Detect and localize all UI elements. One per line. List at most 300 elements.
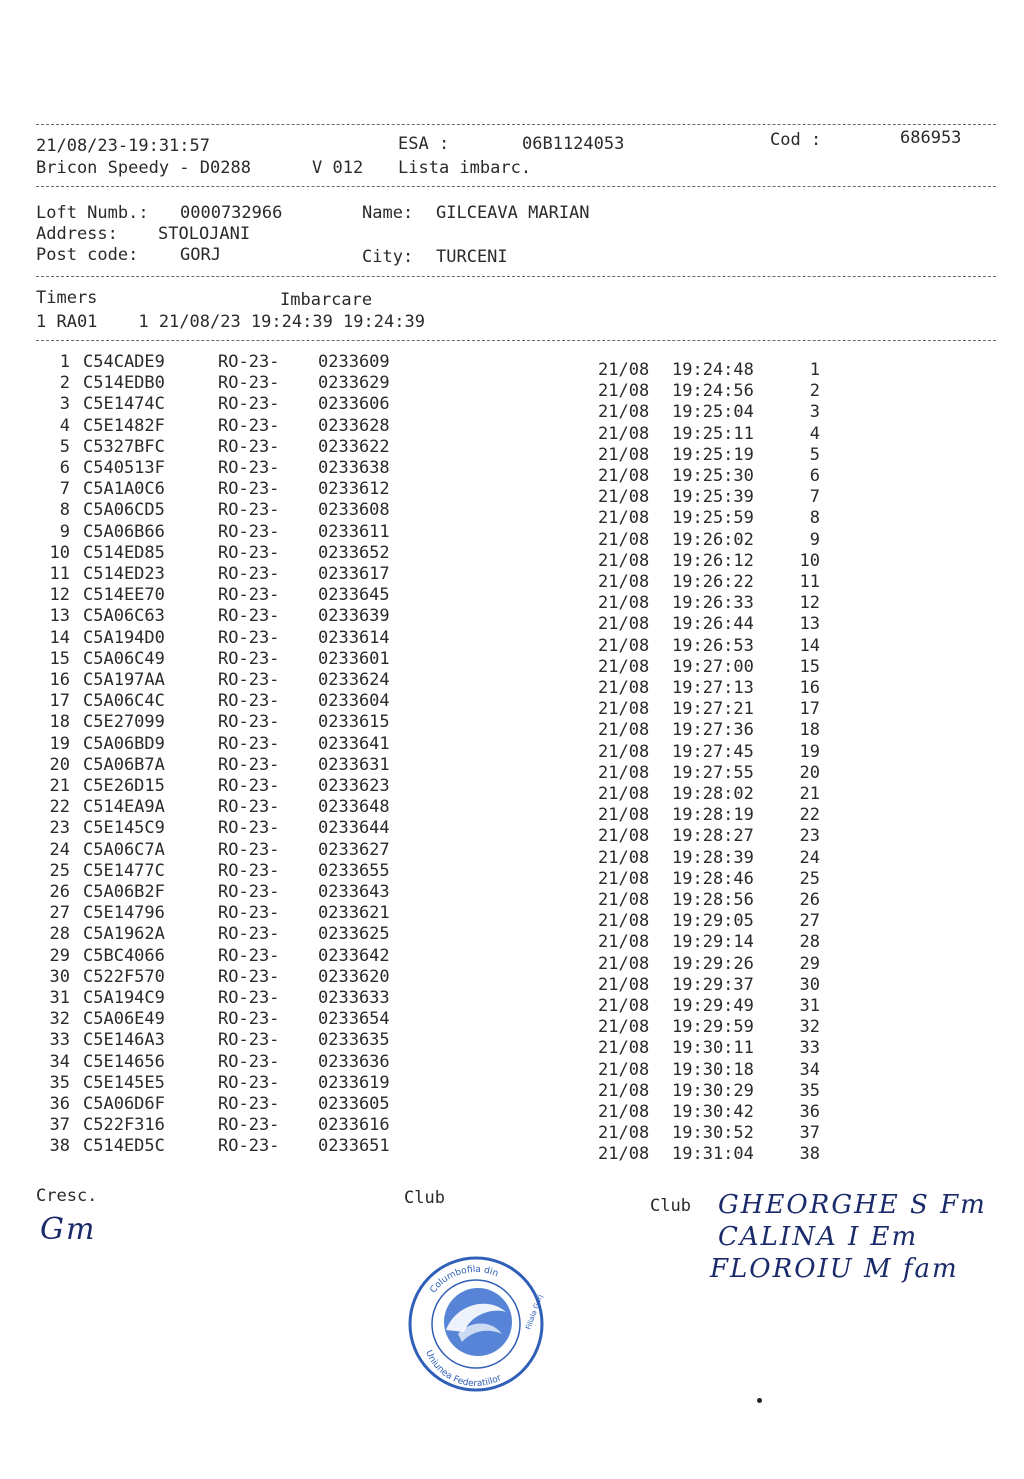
cresc-signature: Gm [40,1212,97,1247]
table-row [0,840,1024,868]
chip-id: C5A06C4C [83,691,165,711]
table-row [0,352,1024,380]
arrival-date: 21/08 [598,954,650,974]
arrival-date: 21/08 [598,530,650,550]
arrival-date: 21/08 [598,466,650,486]
ink-dot [757,1398,762,1403]
ring-prefix: RO-23- [218,1052,280,1072]
imbarcare-label: Imbarcare [280,290,373,310]
rank-number: 3 [809,402,820,422]
arrival-time: 19:25:30 [672,466,754,486]
ring-prefix: RO-23- [218,776,280,796]
rank-number: 16 [799,678,820,698]
ring-prefix: RO-23- [218,988,280,1008]
arrival-date: 21/08 [598,763,650,783]
table-row [0,1136,1024,1164]
table-row [0,1009,1024,1037]
row-index: 35 [49,1073,70,1093]
rank-number: 12 [799,593,820,613]
club-label-2: Club [650,1196,691,1216]
row-index: 24 [49,840,70,860]
table-row [0,734,1024,762]
ring-prefix: RO-23- [218,861,280,881]
arrival-date: 21/08 [598,1081,650,1101]
chip-id: C5A06B2F [83,882,165,902]
row-index: 25 [49,861,70,881]
table-row [0,606,1024,634]
ring-number: 0233609 [318,352,390,372]
arrival-date: 21/08 [598,742,650,762]
stamp-text-bottom: Uniunea Federatiilor [422,1348,504,1390]
ring-prefix: RO-23- [218,1115,280,1135]
rank-number: 34 [799,1060,820,1080]
rank-number: 33 [799,1038,820,1058]
row-index: 12 [49,585,70,605]
arrival-date: 21/08 [598,551,650,571]
arrival-time: 19:29:49 [672,996,754,1016]
timers-label: Timers [36,288,98,308]
arrival-time: 19:27:55 [672,763,754,783]
ring-number: 0233605 [318,1094,390,1114]
table-row [0,691,1024,719]
row-index: 23 [49,818,70,838]
row-index: 32 [49,1009,70,1029]
arrival-date: 21/08 [598,1017,650,1037]
arrival-time: 19:24:56 [672,381,754,401]
ring-number: 0233625 [318,924,390,944]
row-index: 7 [59,479,70,499]
ring-prefix: RO-23- [218,734,280,754]
arrival-time: 19:26:53 [672,636,754,656]
table-row [0,818,1024,846]
chip-id: C522F316 [83,1115,165,1135]
arrival-date: 21/08 [598,424,650,444]
ring-number: 0233651 [318,1136,390,1156]
rank-number: 13 [799,614,820,634]
address-label: Address: [36,224,118,244]
rank-number: 30 [799,975,820,995]
row-index: 28 [49,924,70,944]
ring-number: 0233622 [318,437,390,457]
arrival-time: 19:30:52 [672,1123,754,1143]
table-row [0,500,1024,528]
arrival-date: 21/08 [598,360,650,380]
arrival-time: 19:29:59 [672,1017,754,1037]
table-row [0,1115,1024,1143]
row-index: 37 [49,1115,70,1135]
ring-number: 0233631 [318,755,390,775]
chip-id: C514EA9A [83,797,165,817]
print-datetime: 21/08/23-19:31:57 [36,136,210,156]
chip-id: C540513F [83,458,165,478]
ring-prefix: RO-23- [218,500,280,520]
rank-number: 7 [809,487,820,507]
table-row [0,861,1024,889]
ring-prefix: RO-23- [218,691,280,711]
ring-number: 0233627 [318,840,390,860]
row-index: 8 [59,500,70,520]
table-row [0,988,1024,1016]
ring-prefix: RO-23- [218,543,280,563]
row-index: 22 [49,797,70,817]
row-index: 6 [59,458,70,478]
chip-id: C5A06E49 [83,1009,165,1029]
ring-number: 0233606 [318,394,390,414]
ring-number: 0233636 [318,1052,390,1072]
rank-number: 11 [799,572,820,592]
rank-number: 22 [799,805,820,825]
chip-id: C5A06C49 [83,649,165,669]
row-index: 34 [49,1052,70,1072]
arrival-date: 21/08 [598,699,650,719]
postcode-value: GORJ [180,245,221,265]
arrival-date: 21/08 [598,381,650,401]
arrival-time: 19:27:21 [672,699,754,719]
rank-number: 14 [799,636,820,656]
arrival-date: 21/08 [598,572,650,592]
arrival-date: 21/08 [598,487,650,507]
ring-prefix: RO-23- [218,522,280,542]
chip-id: C5E145E5 [83,1073,165,1093]
arrival-date: 21/08 [598,636,650,656]
device-version: V 012 [312,158,364,178]
arrival-date: 21/08 [598,932,650,952]
table-row [0,416,1024,444]
chip-id: C5E145C9 [83,818,165,838]
arrival-time: 19:29:14 [672,932,754,952]
name-label: Name: [362,203,414,223]
arrival-time: 19:28:56 [672,890,754,910]
rank-number: 21 [799,784,820,804]
rank-number: 5 [809,445,820,465]
row-index: 4 [59,416,70,436]
ring-number: 0233614 [318,628,390,648]
ring-prefix: RO-23- [218,1009,280,1029]
row-index: 30 [49,967,70,987]
rank-number: 38 [799,1144,820,1164]
arrival-time: 19:25:59 [672,508,754,528]
arrival-time: 19:26:33 [672,593,754,613]
arrival-time: 19:28:02 [672,784,754,804]
address-value: STOLOJANI [158,224,251,244]
row-index: 1 [59,352,70,372]
row-index: 38 [49,1136,70,1156]
arrival-time: 19:28:27 [672,826,754,846]
device-name: Bricon Speedy - D0288 [36,158,251,178]
table-row [0,967,1024,995]
arrival-date: 21/08 [598,784,650,804]
ring-prefix: RO-23- [218,840,280,860]
arrival-date: 21/08 [598,805,650,825]
arrival-time: 19:29:05 [672,911,754,931]
ring-prefix: RO-23- [218,394,280,414]
cresc-label: Cresc. [36,1186,98,1206]
chip-id: C5A06C7A [83,840,165,860]
federation-stamp-icon [406,1254,546,1394]
chip-id: C5A1A0C6 [83,479,165,499]
ring-number: 0233635 [318,1030,390,1050]
ring-prefix: RO-23- [218,882,280,902]
row-index: 5 [59,437,70,457]
ring-number: 0233645 [318,585,390,605]
table-row [0,1094,1024,1122]
table-row [0,394,1024,422]
ring-number: 0233652 [318,543,390,563]
ring-number: 0233616 [318,1115,390,1135]
rank-number: 36 [799,1102,820,1122]
table-row [0,564,1024,592]
rank-number: 37 [799,1123,820,1143]
table-row [0,712,1024,740]
divider-header [36,186,996,187]
rank-number: 26 [799,890,820,910]
ring-prefix: RO-23- [218,458,280,478]
esa-value: 06B1124053 [522,134,625,154]
row-index: 26 [49,882,70,902]
ring-prefix: RO-23- [218,564,280,584]
arrival-time: 19:30:18 [672,1060,754,1080]
arrival-date: 21/08 [598,1123,650,1143]
club-signature-line-1: GHEORGHE S Fm [718,1190,987,1220]
ring-number: 0233633 [318,988,390,1008]
chip-id: C514EE70 [83,585,165,605]
ring-number: 0233619 [318,1073,390,1093]
ring-number: 0233617 [318,564,390,584]
ring-number: 0233644 [318,818,390,838]
club-signature-line-2: CALINA I Em [718,1222,919,1252]
chip-id: C5327BFC [83,437,165,457]
divider-owner [36,276,996,277]
table-row [0,1073,1024,1101]
ring-prefix: RO-23- [218,628,280,648]
arrival-date: 21/08 [598,890,650,910]
ring-prefix: RO-23- [218,670,280,690]
rank-number: 35 [799,1081,820,1101]
rank-number: 4 [809,424,820,444]
arrival-date: 21/08 [598,975,650,995]
table-row [0,903,1024,931]
divider-timers [36,340,996,341]
ring-number: 0233615 [318,712,390,732]
row-index: 15 [49,649,70,669]
ring-prefix: RO-23- [218,373,280,393]
ring-prefix: RO-23- [218,818,280,838]
arrival-time: 19:25:19 [672,445,754,465]
loft-label: Loft Numb.: [36,203,149,223]
arrival-date: 21/08 [598,869,650,889]
row-index: 17 [49,691,70,711]
chip-id: C5A06BD9 [83,734,165,754]
ring-prefix: RO-23- [218,946,280,966]
ring-prefix: RO-23- [218,649,280,669]
city-value: TURCENI [436,247,508,267]
chip-id: C5A194C9 [83,988,165,1008]
ring-number: 0233654 [318,1009,390,1029]
arrival-time: 19:28:19 [672,805,754,825]
rank-number: 24 [799,848,820,868]
arrival-time: 19:24:48 [672,360,754,380]
row-index: 9 [59,522,70,542]
svg-text:Uniunea Federatiilor [423,1349,503,1389]
arrival-time: 19:25:39 [672,487,754,507]
chip-id: C5BC4066 [83,946,165,966]
arrival-date: 21/08 [598,911,650,931]
arrival-date: 21/08 [598,445,650,465]
arrival-time: 19:26:22 [672,572,754,592]
ring-prefix: RO-23- [218,1136,280,1156]
arrival-time: 19:27:36 [672,720,754,740]
table-row [0,437,1024,465]
chip-id: C5E14796 [83,903,165,923]
ring-prefix: RO-23- [218,352,280,372]
name-value: GILCEAVA MARIAN [436,203,590,223]
rank-number: 23 [799,826,820,846]
row-index: 29 [49,946,70,966]
table-row [0,373,1024,401]
ring-number: 0233604 [318,691,390,711]
table-row [0,924,1024,952]
chip-id: C5A06D6F [83,1094,165,1114]
ring-number: 0233611 [318,522,390,542]
table-row [0,458,1024,486]
arrival-time: 19:25:11 [672,424,754,444]
arrival-time: 19:27:45 [672,742,754,762]
rank-number: 1 [809,360,820,380]
row-index: 11 [49,564,70,584]
ring-number: 0233648 [318,797,390,817]
chip-id: C5A1962A [83,924,165,944]
chip-id: C5E146A3 [83,1030,165,1050]
rank-number: 8 [809,508,820,528]
rank-number: 9 [809,530,820,550]
ring-prefix: RO-23- [218,967,280,987]
table-row [0,649,1024,677]
ring-prefix: RO-23- [218,1030,280,1050]
ring-number: 0233620 [318,967,390,987]
table-row [0,522,1024,550]
chip-id: C514EDB0 [83,373,165,393]
ring-number: 0233601 [318,649,390,669]
ring-number: 0233638 [318,458,390,478]
rank-number: 28 [799,932,820,952]
ring-number: 0233641 [318,734,390,754]
esa-label: ESA : [398,134,450,154]
ring-number: 0233628 [318,416,390,436]
cod-value: 686953 [900,128,962,148]
row-index: 20 [49,755,70,775]
rank-number: 27 [799,911,820,931]
arrival-date: 21/08 [598,508,650,528]
loft-value: 0000732966 [180,203,283,223]
arrival-time: 19:26:44 [672,614,754,634]
table-row [0,585,1024,613]
chip-id: C5A06CD5 [83,500,165,520]
table-row [0,479,1024,507]
row-index: 3 [59,394,70,414]
arrival-time: 19:30:42 [672,1102,754,1122]
ring-prefix: RO-23- [218,755,280,775]
arrival-time: 19:27:00 [672,657,754,677]
arrival-date: 21/08 [598,402,650,422]
ring-prefix: RO-23- [218,437,280,457]
table-row [0,670,1024,698]
row-index: 27 [49,903,70,923]
chip-id: C5A194D0 [83,628,165,648]
rank-number: 19 [799,742,820,762]
table-row [0,776,1024,804]
chip-id: C5A197AA [83,670,165,690]
table-row [0,755,1024,783]
arrival-date: 21/08 [598,657,650,677]
chip-id: C5E1477C [83,861,165,881]
arrival-time: 19:26:02 [672,530,754,550]
table-row [0,882,1024,910]
club-label-1: Club [404,1188,445,1208]
ring-number: 0233612 [318,479,390,499]
chip-id: C5E26D15 [83,776,165,796]
arrival-time: 19:25:04 [672,402,754,422]
ring-number: 0233643 [318,882,390,902]
table-row [0,946,1024,974]
chip-id: C514ED23 [83,564,165,584]
table-row [0,1052,1024,1080]
ring-prefix: RO-23- [218,416,280,436]
rank-number: 15 [799,657,820,677]
chip-id: C522F570 [83,967,165,987]
rank-number: 10 [799,551,820,571]
city-label: City: [362,247,414,267]
arrival-date: 21/08 [598,1038,650,1058]
club-signature-line-3: FLOROIU M fam [710,1254,959,1284]
postcode-label: Post code: [36,245,139,265]
arrival-date: 21/08 [598,678,650,698]
arrival-time: 19:27:13 [672,678,754,698]
ring-number: 0233624 [318,670,390,690]
arrival-time: 19:29:37 [672,975,754,995]
rank-number: 29 [799,954,820,974]
arrival-time: 19:28:39 [672,848,754,868]
chip-id: C54CADE9 [83,352,165,372]
ring-prefix: RO-23- [218,606,280,626]
stamp-text-right: Filiala Gorj [524,1293,545,1331]
ring-prefix: RO-23- [218,903,280,923]
arrival-date: 21/08 [598,1144,650,1164]
chip-id: C5E27099 [83,712,165,732]
ring-prefix: RO-23- [218,924,280,944]
rank-number: 6 [809,466,820,486]
chip-id: C5A06C63 [83,606,165,626]
row-index: 33 [49,1030,70,1050]
rank-number: 32 [799,1017,820,1037]
ring-number: 0233639 [318,606,390,626]
chip-id: C5E14656 [83,1052,165,1072]
table-row [0,1030,1024,1058]
arrival-date: 21/08 [598,1102,650,1122]
ring-prefix: RO-23- [218,797,280,817]
ring-number: 0233621 [318,903,390,923]
list-title: Lista imbarc. [398,158,532,178]
timer-entry: 1 RA01 1 21/08/23 19:24:39 19:24:39 [36,312,425,332]
ring-number: 0233629 [318,373,390,393]
row-index: 10 [49,543,70,563]
ring-number: 0233623 [318,776,390,796]
arrival-time: 19:30:29 [672,1081,754,1101]
ring-prefix: RO-23- [218,1094,280,1114]
arrival-time: 19:28:46 [672,869,754,889]
divider-top [36,124,996,125]
cod-label: Cod : [770,130,822,150]
ring-number: 0233608 [318,500,390,520]
